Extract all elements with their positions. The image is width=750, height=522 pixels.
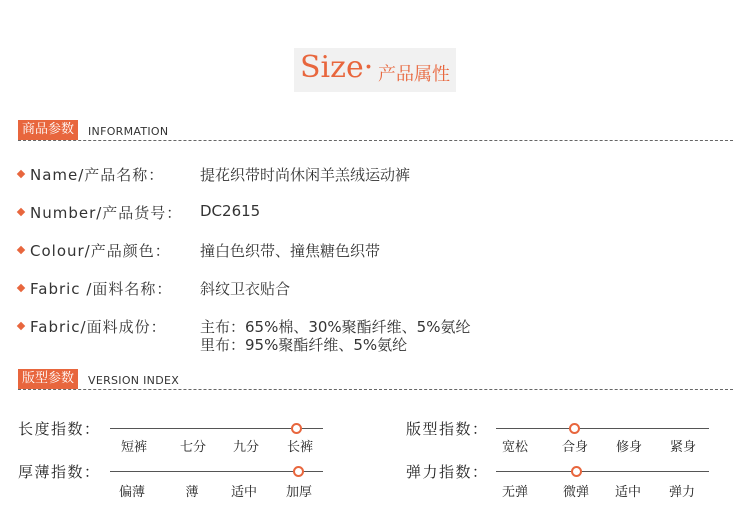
length-index-marker	[291, 423, 302, 434]
section-info-label: INFORMATION	[88, 125, 169, 138]
section-version-badge: 版型参数	[18, 369, 78, 389]
thickness-option: 薄	[185, 485, 199, 500]
info-value: 提花织带时尚休闲羊羔绒运动裤	[200, 166, 411, 184]
elasticity-option: 微弹	[562, 485, 589, 500]
fit-option: 修身	[615, 440, 642, 455]
thickness-index-marker	[293, 466, 304, 477]
bullet-icon	[17, 170, 25, 178]
elasticity-option: 弹力	[668, 485, 695, 500]
page-title-size: Size·	[300, 50, 374, 85]
fit-option: 合身	[561, 440, 588, 455]
fit-index-marker	[569, 423, 580, 434]
fit-option: 紧身	[669, 440, 696, 455]
bullet-icon	[17, 208, 25, 216]
info-value-lining: 里布：95%聚酯纤维、5%氨纶	[200, 336, 408, 354]
elasticity-index-label: 弹力指数：	[406, 463, 489, 481]
elasticity-index-track	[496, 471, 709, 472]
info-label: Number/产品货号：	[30, 204, 183, 222]
fit-option: 宽松	[501, 440, 528, 455]
length-option: 长裤	[286, 440, 313, 455]
section-info-badge: 商品参数	[18, 120, 78, 140]
length-index-label: 长度指数：	[18, 420, 101, 438]
elasticity-option: 适中	[614, 485, 641, 500]
info-value: 撞白色织带、撞焦糖色织带	[200, 242, 381, 260]
length-option: 七分	[179, 440, 206, 455]
thickness-option: 适中	[230, 485, 257, 500]
fit-index-label: 版型指数：	[406, 420, 489, 438]
thickness-index-track	[110, 471, 323, 472]
page-title-cn: 产品属性	[378, 64, 450, 85]
info-value: DC2615	[200, 202, 261, 220]
page-title	[294, 48, 456, 92]
info-label: Fabric /面料名称：	[30, 280, 173, 298]
elasticity-index-marker	[571, 466, 582, 477]
section-info-divider	[18, 140, 733, 141]
info-label: Colour/产品颜色：	[30, 242, 171, 260]
thickness-option: 偏薄	[118, 485, 145, 500]
fit-index-track	[496, 428, 709, 429]
elasticity-option: 无弹	[501, 485, 528, 500]
section-version-divider	[18, 389, 733, 390]
info-value: 斜纹卫衣贴合	[200, 280, 291, 298]
length-option: 短裤	[120, 440, 147, 455]
bullet-icon	[17, 246, 25, 254]
length-option: 九分	[232, 440, 259, 455]
thickness-index-label: 厚薄指数：	[18, 463, 101, 481]
info-value: 主布：65%棉、30%聚酯纤维、5%氨纶	[200, 318, 471, 336]
info-label: Fabric/面料成份：	[30, 318, 167, 336]
info-label: Name/产品名称：	[30, 166, 165, 184]
thickness-option: 加厚	[285, 485, 312, 500]
bullet-icon	[17, 322, 25, 330]
bullet-icon	[17, 284, 25, 292]
section-version-label: VERSION INDEX	[88, 374, 180, 387]
